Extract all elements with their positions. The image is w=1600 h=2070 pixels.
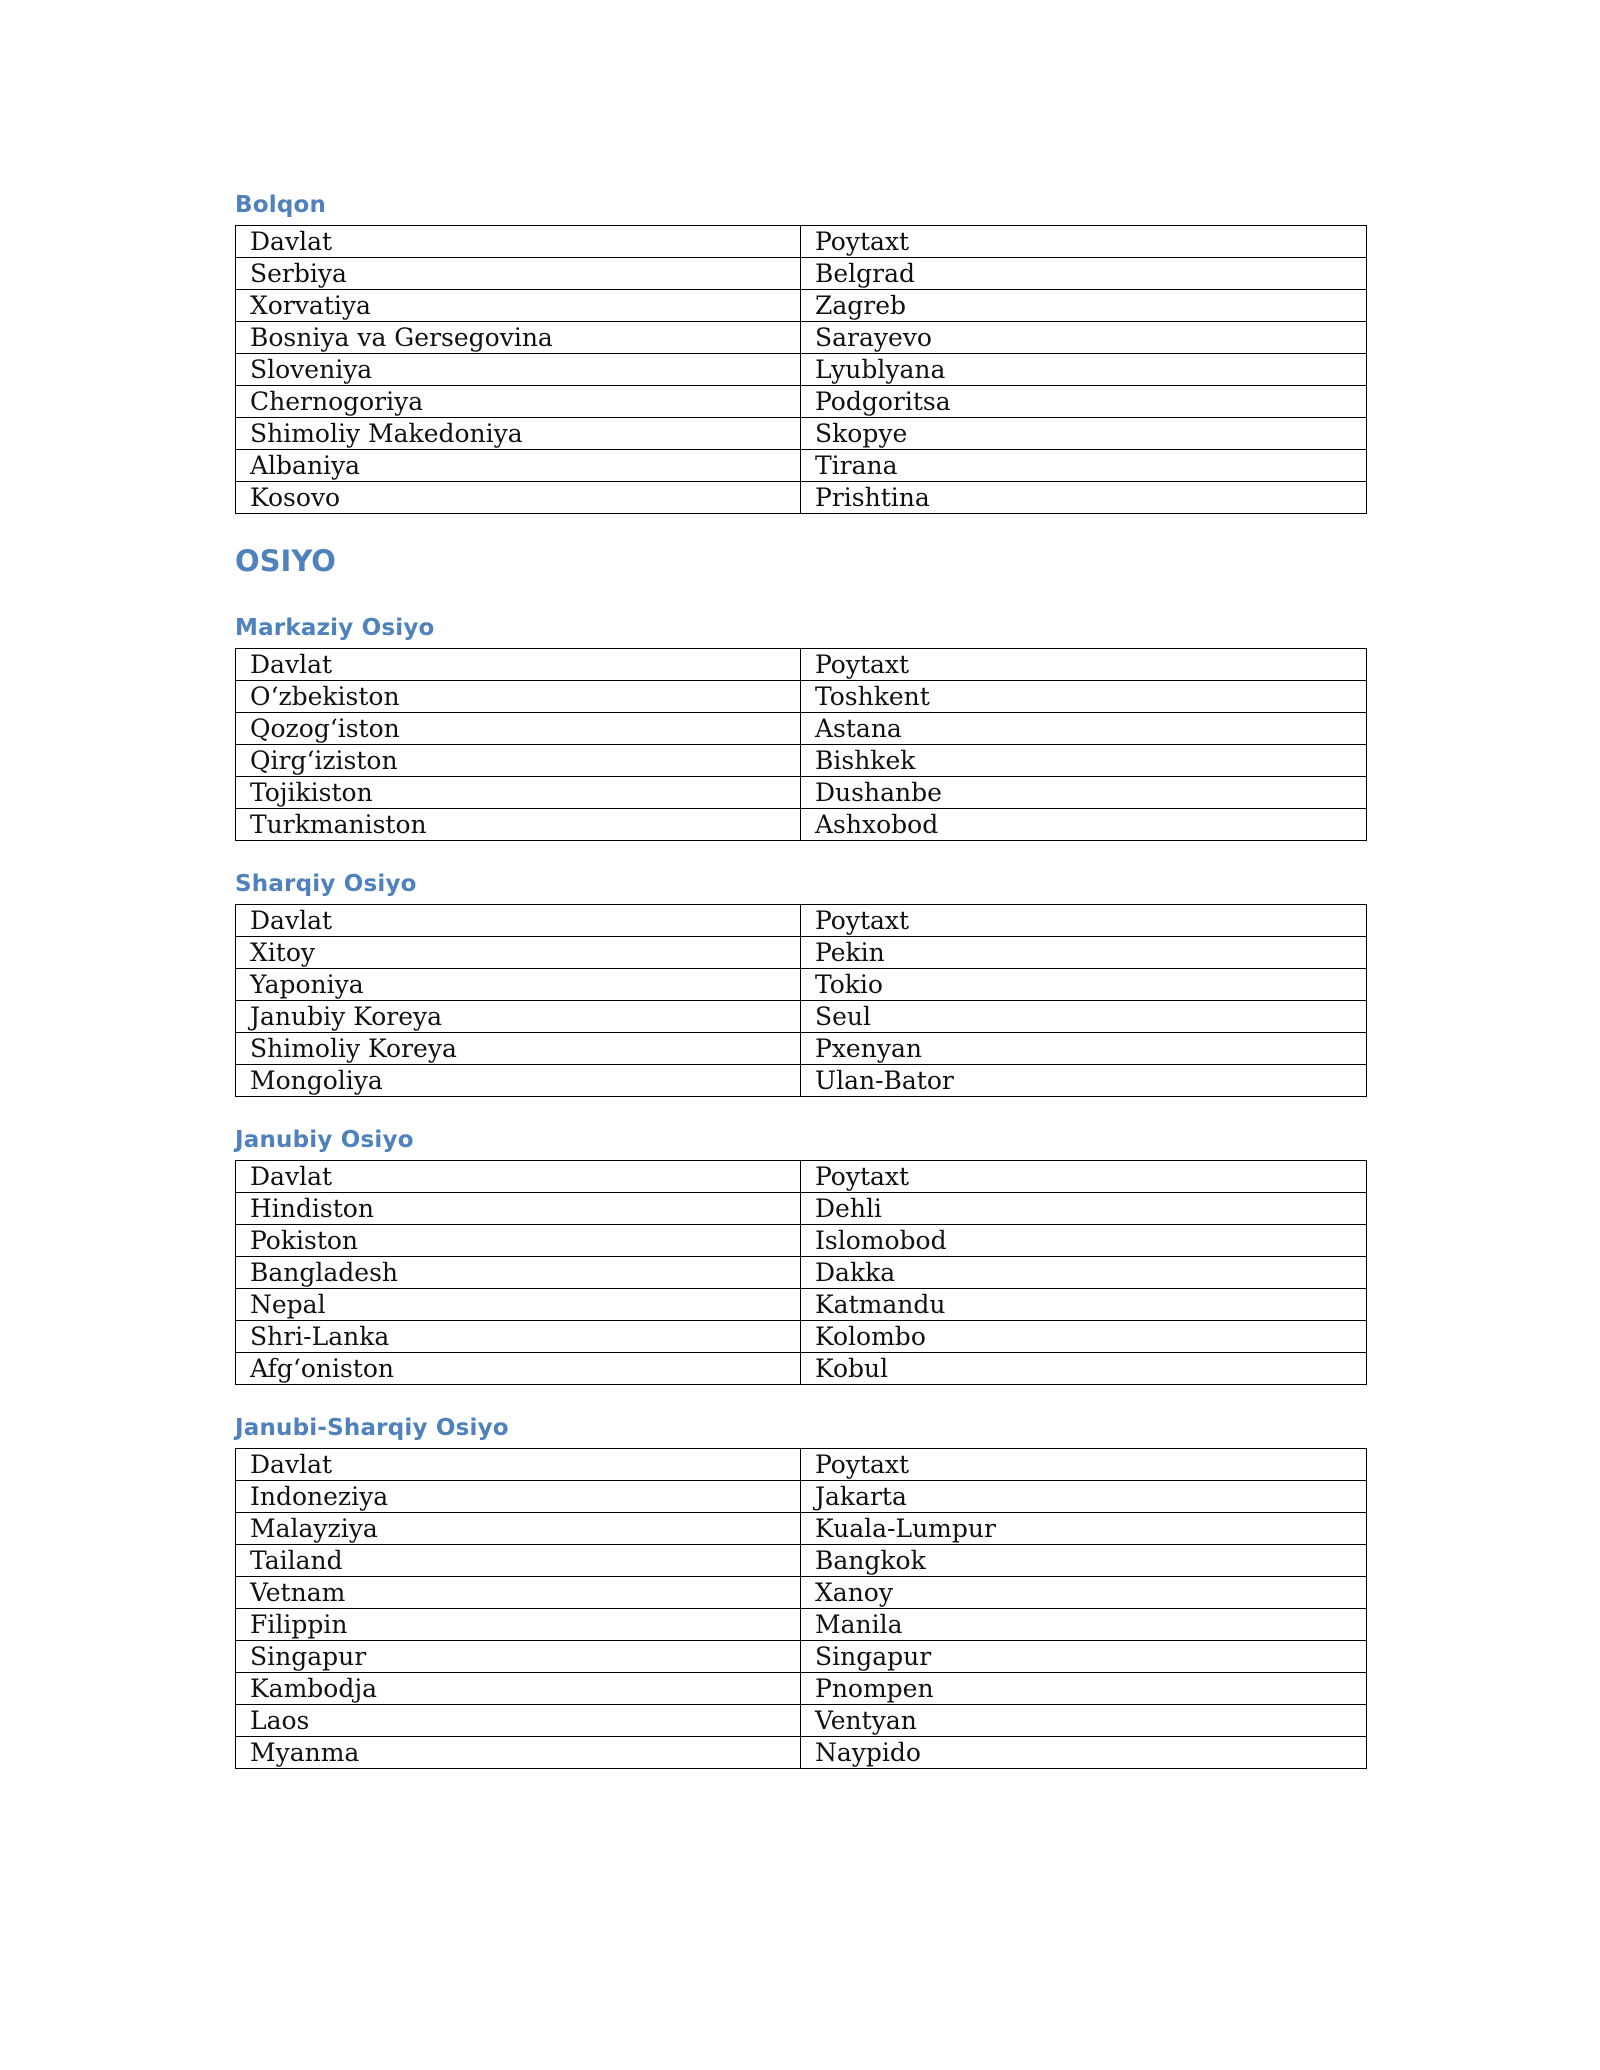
country-cell: Xitoy — [236, 937, 801, 969]
table-row — [236, 1001, 1367, 1033]
table-row — [236, 937, 1367, 969]
country-cell: Serbiya — [236, 258, 801, 290]
capital-cell: Singapur — [801, 1641, 1367, 1673]
capitals-table-bolqon — [235, 225, 1367, 514]
country-cell: Kambodja — [236, 1673, 801, 1705]
table-row — [236, 1193, 1367, 1225]
capital-cell: Xanoy — [801, 1577, 1367, 1609]
section-heading-sharqiy-osiyo: Sharqiy Osiyo — [235, 871, 417, 897]
table-row — [236, 1545, 1367, 1577]
capital-cell: Islomobod — [801, 1225, 1367, 1257]
capital-cell: Naypido — [801, 1737, 1367, 1769]
capital-cell: Prishtina — [801, 482, 1367, 514]
capital-cell: Katmandu — [801, 1289, 1367, 1321]
column-header-poytaxt: Poytaxt — [801, 1449, 1367, 1481]
capital-cell: Ulan-Bator — [801, 1065, 1367, 1097]
capital-cell: Zagreb — [801, 290, 1367, 322]
table-row — [236, 290, 1367, 322]
country-cell: Pokiston — [236, 1225, 801, 1257]
section-heading-janubi-sharqiy-osiyo: Janubi-Sharqiy Osiyo — [235, 1415, 509, 1441]
document-page — [235, 190, 1366, 1769]
capital-cell: Dakka — [801, 1257, 1367, 1289]
country-cell: Vetnam — [236, 1577, 801, 1609]
table-row — [236, 1705, 1367, 1737]
section-heading-janubiy-osiyo: Janubiy Osiyo — [235, 1127, 414, 1153]
table-row — [236, 354, 1367, 386]
country-cell: Albaniya — [236, 450, 801, 482]
table-row — [236, 1609, 1367, 1641]
table-row — [236, 1033, 1367, 1065]
capital-cell: Seul — [801, 1001, 1367, 1033]
table-header-row — [236, 226, 1367, 258]
country-cell: Janubiy Koreya — [236, 1001, 801, 1033]
country-cell: Mongoliya — [236, 1065, 801, 1097]
table-row — [236, 1257, 1367, 1289]
capital-cell: Astana — [801, 713, 1367, 745]
table-row — [236, 1321, 1367, 1353]
capital-cell: Tokio — [801, 969, 1367, 1001]
capital-cell: Tirana — [801, 450, 1367, 482]
country-cell: Yaponiya — [236, 969, 801, 1001]
country-cell: Nepal — [236, 1289, 801, 1321]
table-header-row — [236, 1449, 1367, 1481]
table-row — [236, 418, 1367, 450]
table-row — [236, 1289, 1367, 1321]
capital-cell: Kobul — [801, 1353, 1367, 1385]
table-row — [236, 1065, 1367, 1097]
table-row — [236, 482, 1367, 514]
capital-cell: Dushanbe — [801, 777, 1367, 809]
capital-cell: Belgrad — [801, 258, 1367, 290]
table-row — [236, 1513, 1367, 1545]
country-cell: Shimoliy Koreya — [236, 1033, 801, 1065]
capital-cell: Pekin — [801, 937, 1367, 969]
capital-cell: Ashxobod — [801, 809, 1367, 841]
column-header-poytaxt: Poytaxt — [801, 649, 1367, 681]
table-row — [236, 1737, 1367, 1769]
country-cell: Myanma — [236, 1737, 801, 1769]
country-cell: O‘zbekiston — [236, 681, 801, 713]
column-header-poytaxt: Poytaxt — [801, 905, 1367, 937]
table-row — [236, 258, 1367, 290]
table-header-row — [236, 905, 1367, 937]
capitals-table-sharqiy-osiyo — [235, 904, 1367, 1097]
country-cell: Shri-Lanka — [236, 1321, 801, 1353]
table-row — [236, 1673, 1367, 1705]
capital-cell: Kuala-Lumpur — [801, 1513, 1367, 1545]
country-cell: Qirg‘iziston — [236, 745, 801, 777]
capital-cell: Pxenyan — [801, 1033, 1367, 1065]
country-cell: Tojikiston — [236, 777, 801, 809]
country-cell: Filippin — [236, 1609, 801, 1641]
table-row — [236, 777, 1367, 809]
capital-cell: Kolombo — [801, 1321, 1367, 1353]
capitals-table-markaziy-osiyo — [235, 648, 1367, 841]
table-header-row — [236, 1161, 1367, 1193]
table-row — [236, 969, 1367, 1001]
capital-cell: Ventyan — [801, 1705, 1367, 1737]
country-cell: Laos — [236, 1705, 801, 1737]
column-header-davlat: Davlat — [236, 905, 801, 937]
capital-cell: Sarayevo — [801, 322, 1367, 354]
country-cell: Bosniya va Gersegovina — [236, 322, 801, 354]
capital-cell: Bishkek — [801, 745, 1367, 777]
column-header-poytaxt: Poytaxt — [801, 226, 1367, 258]
table-header-row — [236, 649, 1367, 681]
country-cell: Xorvatiya — [236, 290, 801, 322]
capital-cell: Manila — [801, 1609, 1367, 1641]
column-header-davlat: Davlat — [236, 226, 801, 258]
country-cell: Sloveniya — [236, 354, 801, 386]
country-cell: Kosovo — [236, 482, 801, 514]
table-row — [236, 1225, 1367, 1257]
table-row — [236, 745, 1367, 777]
capitals-table-janubi-sharqiy-osiyo — [235, 1448, 1367, 1769]
capital-cell: Dehli — [801, 1193, 1367, 1225]
capital-cell: Podgoritsa — [801, 386, 1367, 418]
table-row — [236, 1641, 1367, 1673]
country-cell: Chernogoriya — [236, 386, 801, 418]
country-cell: Tailand — [236, 1545, 801, 1577]
capital-cell: Toshkent — [801, 681, 1367, 713]
capital-cell: Pnompen — [801, 1673, 1367, 1705]
country-cell: Singapur — [236, 1641, 801, 1673]
column-header-poytaxt: Poytaxt — [801, 1161, 1367, 1193]
capitals-table-janubiy-osiyo — [235, 1160, 1367, 1385]
country-cell: Bangladesh — [236, 1257, 801, 1289]
column-header-davlat: Davlat — [236, 1449, 801, 1481]
column-header-davlat: Davlat — [236, 1161, 801, 1193]
country-cell: Malayziya — [236, 1513, 801, 1545]
country-cell: Hindiston — [236, 1193, 801, 1225]
country-cell: Indoneziya — [236, 1481, 801, 1513]
table-row — [236, 1577, 1367, 1609]
capital-cell: Lyublyana — [801, 354, 1367, 386]
continent-heading-osiyo: OSIYO — [235, 544, 336, 578]
column-header-davlat: Davlat — [236, 649, 801, 681]
country-cell: Qozog‘iston — [236, 713, 801, 745]
capital-cell: Jakarta — [801, 1481, 1367, 1513]
country-cell: Shimoliy Makedoniya — [236, 418, 801, 450]
table-row — [236, 1353, 1367, 1385]
country-cell: Afg‘oniston — [236, 1353, 801, 1385]
section-heading-markaziy-osiyo: Markaziy Osiyo — [235, 615, 435, 641]
table-row — [236, 322, 1367, 354]
table-row — [236, 386, 1367, 418]
table-row — [236, 1481, 1367, 1513]
capital-cell: Skopye — [801, 418, 1367, 450]
table-row — [236, 713, 1367, 745]
table-row — [236, 681, 1367, 713]
table-row — [236, 809, 1367, 841]
country-cell: Turkmaniston — [236, 809, 801, 841]
section-heading-bolqon: Bolqon — [235, 192, 327, 218]
table-row — [236, 450, 1367, 482]
capital-cell: Bangkok — [801, 1545, 1367, 1577]
